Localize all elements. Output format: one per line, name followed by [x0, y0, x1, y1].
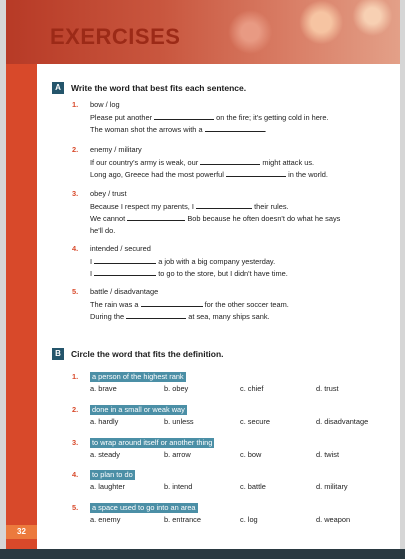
item-number: 1. [72, 372, 79, 381]
item-number: 5. [72, 503, 79, 512]
option-c[interactable]: c. bow [240, 450, 262, 459]
word-choices: enemy / military [90, 145, 142, 154]
option-b[interactable]: b. entrance [164, 515, 201, 524]
sentence-2: The woman shot the arrows with a . [90, 125, 267, 134]
option-a[interactable]: a. hardly [90, 417, 119, 426]
definition-highlight: to wrap around itself or another thing [92, 438, 213, 447]
item-number: 3. [72, 189, 79, 198]
workbook-page [6, 0, 400, 559]
option-b[interactable]: b. intend [164, 482, 193, 491]
definition-highlight: to plan to do [92, 470, 133, 479]
sentence-1: I a job with a big company yesterday. [90, 257, 276, 266]
sentence-2: Long ago, Greece had the most powerful in the world. [90, 170, 328, 179]
option-d[interactable]: d. military [316, 482, 348, 491]
answer-blank[interactable] [200, 157, 260, 165]
header-banner [6, 0, 400, 64]
section-b-item-3 [72, 437, 392, 463]
option-a[interactable]: a. enemy [90, 515, 121, 524]
option-d[interactable]: d. weapon [316, 515, 351, 524]
word-choices: intended / secured [90, 244, 151, 253]
sentence-1: If our country's army is weak, our might attack us. [90, 158, 315, 167]
sentence-1: Because I respect my parents, I their rules. [90, 202, 289, 211]
item-number: 2. [72, 145, 79, 154]
page-number: 32 [6, 525, 37, 539]
option-c[interactable]: c. secure [240, 417, 270, 426]
section-b-item-2 [72, 404, 392, 430]
option-d[interactable]: d. trust [316, 384, 339, 393]
sentence-2: During the at sea, many ships sank. [90, 312, 270, 321]
section-a-badge: A [52, 82, 64, 94]
sentence-2: I to go to the store, but I didn't have time. [90, 269, 288, 278]
option-d[interactable]: d. disadvantage [316, 417, 369, 426]
answer-blank[interactable] [226, 169, 286, 177]
section-b-item-1 [72, 371, 392, 397]
option-c[interactable]: c. chief [240, 384, 264, 393]
option-a[interactable]: a. steady [90, 450, 120, 459]
sentence-1: The rain was a for the other soccer team. [90, 300, 289, 309]
section-b-title: Circle the word that fits the definition. [71, 349, 224, 359]
option-c[interactable]: c. battle [240, 482, 266, 491]
section-b-item-4 [72, 469, 392, 495]
word-choices: obey / trust [90, 189, 127, 198]
option-a[interactable]: a. brave [90, 384, 117, 393]
left-sidebar-stripe [6, 64, 37, 549]
section-b-header [52, 348, 224, 360]
item-number: 5. [72, 287, 79, 296]
sentence-1: Please put another on the fire; it's getting cold in here. [90, 113, 329, 122]
option-b[interactable]: b. unless [164, 417, 194, 426]
sentence-2-continued: he'll do. [90, 226, 116, 235]
item-number: 4. [72, 244, 79, 253]
definition-highlight: a space used to go into an area [92, 503, 196, 512]
option-b[interactable]: b. obey [164, 384, 189, 393]
word-choices: bow / log [90, 100, 120, 109]
option-c[interactable]: c. log [240, 515, 258, 524]
option-d[interactable]: d. twist [316, 450, 339, 459]
item-number: 3. [72, 438, 79, 447]
answer-blank[interactable] [94, 268, 156, 276]
bottom-dark-bar [0, 549, 405, 559]
answer-blank[interactable] [141, 299, 203, 307]
page-title: EXERCISES [50, 24, 181, 49]
definition-highlight: a person of the highest rank [92, 372, 184, 381]
section-b-badge: B [52, 348, 64, 360]
answer-blank[interactable] [196, 201, 252, 209]
definition-highlight: done in a small or weak way [92, 405, 185, 414]
item-number: 2. [72, 405, 79, 414]
answer-blank[interactable] [154, 112, 214, 120]
sentence-2: We cannot Bob because he often doesn't do what he says [90, 214, 341, 223]
option-b[interactable]: b. arrow [164, 450, 191, 459]
item-number: 4. [72, 470, 79, 479]
section-b-item-5 [72, 502, 392, 528]
answer-blank[interactable] [94, 256, 156, 264]
item-number: 1. [72, 100, 79, 109]
answer-blank[interactable] [205, 124, 265, 132]
section-a-title: Write the word that best fits each sentence. [71, 83, 247, 93]
section-a-header [52, 82, 246, 94]
option-a[interactable]: a. laughter [90, 482, 125, 491]
answer-blank[interactable] [127, 213, 185, 221]
word-choices: battle / disadvantage [90, 287, 159, 296]
answer-blank[interactable] [126, 311, 186, 319]
